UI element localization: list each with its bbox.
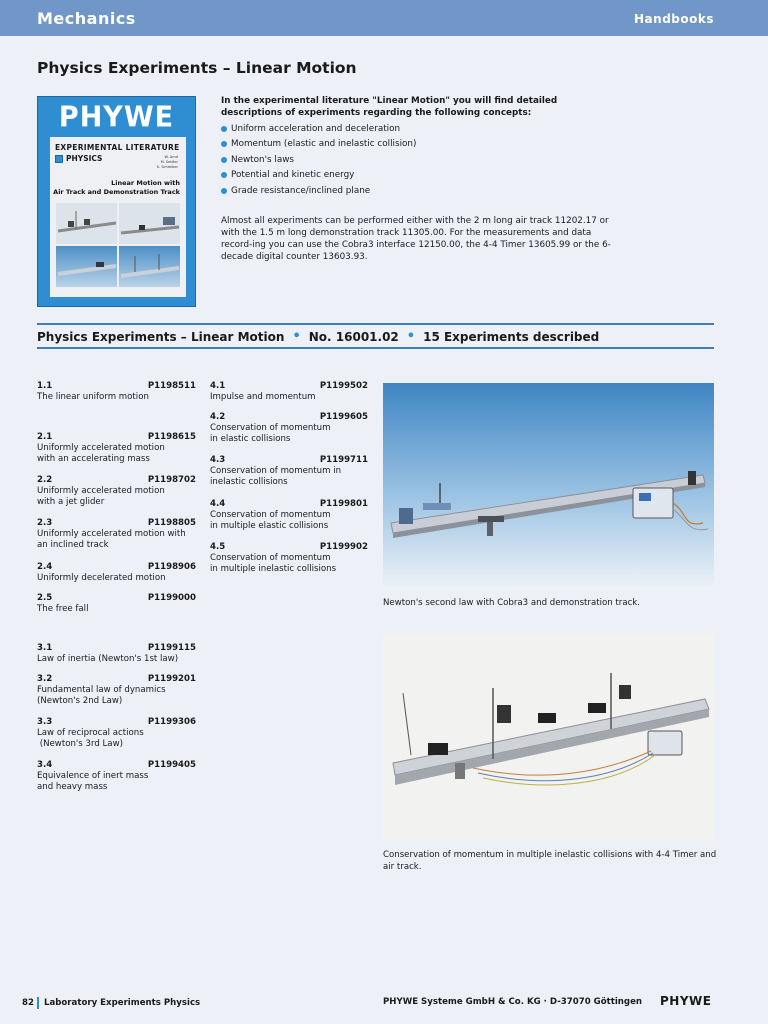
cover-photo bbox=[119, 203, 180, 244]
experiment-count: 15 Experiments described bbox=[423, 329, 600, 344]
experiment-code: P1199801 bbox=[319, 499, 368, 509]
experiment-desc: Fundamental law of dynamics bbox=[37, 685, 166, 695]
experiment-number: 4.4 bbox=[210, 499, 226, 509]
cover-photos bbox=[56, 203, 180, 287]
list-item bbox=[37, 475, 196, 508]
cover-inner-panel bbox=[50, 137, 186, 297]
list-item bbox=[37, 674, 196, 707]
intro-paragraph: Almost all experiments can be performed either with the 2 m long air track 11202.17 or with the 1.5 m long demonstration track 11305.00. For the measurements and data record-ing you can use the Cobra3 interface 12150.00, the 4-4 Timer 13605.99 or the 6-decade digital counter 13603.93. bbox=[221, 216, 611, 262]
experiment-desc: with an accelerating mass bbox=[37, 454, 150, 464]
experiment-desc: Uniformly accelerated motion bbox=[37, 443, 165, 453]
experiment-desc: (Newton's 2nd Law) bbox=[37, 696, 123, 706]
list-item bbox=[210, 412, 368, 445]
cover-photo bbox=[56, 246, 117, 287]
experiment-desc: and heavy mass bbox=[37, 782, 108, 792]
divider-bottom bbox=[37, 347, 714, 349]
experiment-number: 4.3 bbox=[210, 455, 226, 465]
experiment-desc: Uniformly accelerated motion with bbox=[37, 529, 186, 539]
cover-title-line: Linear Motion with bbox=[111, 179, 180, 187]
experiment-number: 2.1 bbox=[37, 432, 53, 442]
experiment-desc: Impulse and momentum bbox=[210, 392, 316, 402]
experiment-desc: Conservation of momentum bbox=[210, 553, 331, 563]
experiment-desc: Uniformly accelerated motion bbox=[37, 486, 165, 496]
page-title: Physics Experiments – Linear Motion bbox=[37, 59, 357, 77]
cover-label: EXPERIMENTAL LITERATURE bbox=[55, 143, 180, 152]
intro-lead: In the experimental literature "Linear Motion" you will find detailed descriptions of experiments regarding the following concepts: bbox=[221, 96, 558, 118]
bullet-icon: • bbox=[292, 329, 301, 344]
list-item bbox=[210, 455, 368, 488]
experiment-desc: Uniformly decelerated motion bbox=[37, 573, 166, 583]
section-title: Mechanics bbox=[37, 9, 136, 28]
cover-author: K. Schreiber bbox=[156, 165, 178, 169]
experiment-desc: Conservation of momentum bbox=[210, 423, 331, 433]
footer-left bbox=[22, 997, 200, 1009]
photo-air-track-timer bbox=[383, 633, 714, 840]
cover-photo bbox=[119, 246, 180, 287]
cover-author: W. Arnd bbox=[164, 155, 178, 159]
cover-subject-text: PHYSICS bbox=[66, 154, 103, 163]
experiment-number: 4.2 bbox=[210, 412, 226, 422]
experiment-desc: Equivalence of inert mass bbox=[37, 771, 149, 781]
header-band bbox=[0, 0, 768, 36]
experiment-desc: an inclined track bbox=[37, 540, 109, 550]
list-item bbox=[210, 542, 368, 575]
concept-text: Momentum (elastic and inelastic collision) bbox=[231, 139, 417, 150]
photo-cobra3-demonstration-track bbox=[383, 383, 714, 590]
experiment-code: P1199711 bbox=[319, 455, 368, 465]
bullet-icon bbox=[221, 157, 227, 163]
concept-text: Grade resistance/inclined plane bbox=[231, 185, 371, 196]
concept-text: Newton's laws bbox=[231, 154, 295, 165]
concept-text: Potential and kinetic energy bbox=[231, 170, 355, 181]
experiment-code: P1199306 bbox=[147, 717, 196, 727]
list-item bbox=[37, 432, 196, 465]
footer-publication: Laboratory Experiments Physics bbox=[43, 998, 201, 1008]
experiment-code: P1198615 bbox=[147, 432, 196, 442]
experiment-desc: Law of inertia (Newton's 1st law) bbox=[37, 654, 179, 664]
experiment-number: 3.2 bbox=[37, 674, 53, 684]
experiment-desc: inelastic collisions bbox=[210, 477, 288, 487]
experiment-code: P1199605 bbox=[319, 412, 368, 422]
cover-authors bbox=[157, 155, 178, 170]
divider-top bbox=[37, 323, 714, 325]
list-item bbox=[221, 121, 616, 137]
experiment-desc: Conservation of momentum in bbox=[210, 466, 342, 476]
page-number: 82 bbox=[22, 998, 34, 1008]
footer-logo: PHYWE bbox=[660, 994, 712, 1008]
experiment-code: P1198805 bbox=[147, 518, 196, 528]
experiment-desc: The linear uniform motion bbox=[37, 392, 149, 402]
list-item bbox=[37, 760, 196, 793]
experiment-code: P1199000 bbox=[147, 593, 196, 603]
list-item bbox=[37, 381, 196, 403]
cover-subject bbox=[55, 154, 102, 163]
experiment-code: P1199405 bbox=[147, 760, 196, 770]
list-item bbox=[37, 643, 196, 665]
list-item bbox=[37, 562, 196, 584]
list-item bbox=[221, 168, 616, 184]
cover-subject-square-icon bbox=[55, 155, 63, 163]
experiment-number: 4.1 bbox=[210, 381, 226, 391]
book-cover bbox=[37, 96, 196, 307]
list-item bbox=[221, 152, 616, 168]
experiment-desc: The free fall bbox=[37, 604, 89, 614]
experiment-code: P1199502 bbox=[319, 381, 368, 391]
experiment-desc: in multiple elastic collisions bbox=[210, 521, 329, 531]
experiment-code: P1199115 bbox=[147, 643, 196, 653]
experiment-number: 3.4 bbox=[37, 760, 53, 770]
experiment-desc: in multiple inelastic collisions bbox=[210, 564, 337, 574]
experiment-number: 3.1 bbox=[37, 643, 53, 653]
cover-author: M. Seidler bbox=[160, 160, 178, 164]
photo2-caption: Conservation of momentum in multiple inelastic collisions with 4-4 Timer and air track. bbox=[383, 850, 717, 872]
bullet-icon bbox=[221, 126, 227, 132]
experiment-code: P1199201 bbox=[147, 674, 196, 684]
experiment-desc: Law of reciprocal actions bbox=[37, 728, 144, 738]
experiment-number: 4.5 bbox=[210, 542, 226, 552]
experiment-code: P1198511 bbox=[147, 381, 196, 391]
list-item bbox=[37, 593, 196, 615]
product-name: Physics Experiments – Linear Motion bbox=[37, 329, 285, 344]
list-item bbox=[210, 381, 368, 403]
experiment-number: 2.5 bbox=[37, 593, 53, 603]
bullet-icon bbox=[221, 141, 227, 147]
category-label: Handbooks bbox=[634, 12, 714, 26]
experiment-number: 2.2 bbox=[37, 475, 53, 485]
list-item bbox=[37, 717, 196, 750]
cover-title-line: Air Track and Demonstration Track bbox=[53, 188, 180, 196]
list-item bbox=[221, 183, 616, 199]
experiment-desc: Conservation of momentum bbox=[210, 510, 331, 520]
footer-divider bbox=[37, 997, 39, 1009]
list-item bbox=[210, 499, 368, 532]
list-item bbox=[37, 518, 196, 551]
bullet-icon bbox=[221, 172, 227, 178]
product-bar bbox=[37, 329, 599, 344]
experiment-desc: with a jet glider bbox=[37, 497, 105, 507]
cover-logo-area bbox=[38, 97, 195, 137]
list-item bbox=[221, 137, 616, 153]
photo1-caption: Newton's second law with Cobra3 and demonstration track. bbox=[383, 598, 641, 608]
bullet-icon: • bbox=[406, 329, 416, 344]
bullet-icon bbox=[221, 188, 227, 194]
concept-text: Uniform acceleration and deceleration bbox=[231, 123, 401, 134]
cover-logo: PHYWE bbox=[58, 100, 175, 134]
experiment-number: 3.3 bbox=[37, 717, 53, 727]
experiment-desc: in elastic collisions bbox=[210, 434, 291, 444]
experiment-code: P1199902 bbox=[319, 542, 368, 552]
footer-publisher: PHYWE Systeme GmbH & Co. KG · D-37070 Göttingen bbox=[383, 997, 643, 1007]
product-number: No. 16001.02 bbox=[308, 329, 399, 344]
experiment-number: 2.3 bbox=[37, 518, 53, 528]
experiment-number: 2.4 bbox=[37, 562, 53, 572]
intro-block bbox=[221, 95, 616, 262]
experiment-desc: (Newton's 3rd Law) bbox=[37, 739, 123, 749]
experiment-number: 1.1 bbox=[37, 381, 53, 391]
cover-book-title bbox=[53, 179, 180, 197]
concept-list bbox=[221, 121, 616, 199]
cover-photo bbox=[56, 203, 117, 244]
experiment-code: P1198906 bbox=[147, 562, 196, 572]
experiment-code: P1198702 bbox=[147, 475, 196, 485]
